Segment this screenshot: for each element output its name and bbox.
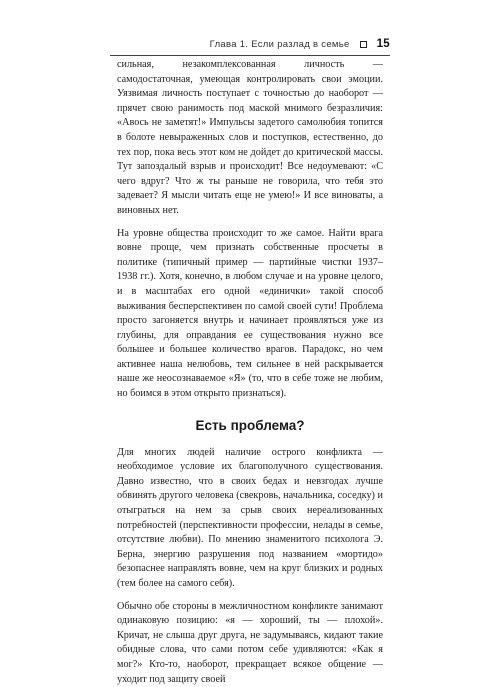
paragraph: Обычно обе стороны в межличностном конфликте занимают одинаковую позицию: «я — хороший, ты — плохой». Кричат, не слыша друг друга, не задумываясь, кидают такие обидные слова, что сами потом себе удивляются: «Как я мог?» Кто-то, наоборот, прекращает всякое общение — уходит под защиту своей xyxy=(117,600,383,685)
paragraph: На уровне общества происходит то же самое. Найти врага вовне проще, чем признать собственные просчеты в политике (типичный пример — партийные чистки 1937–1938 гг.). Хотя, конечно, в любом случае и на уровне целого, и в масштабах его одной «единички» такой способ выживания бесперспективен по самой своей сути! Проблема просто загоняется внутрь и начинает проявляться уже из глубины, для оправдания ее существования нужно все большее и большее количество врагов. Парадокс, но чем активнее наша нелюбовь, тем сильнее в ней раскрывается наше же неосознаваемое «Я» (то, что в себе тоже не любим, но боимся в этом открыто признаться). xyxy=(117,227,383,400)
page-content xyxy=(117,58,383,687)
square-marker-icon xyxy=(360,41,367,48)
section-heading: Есть проблема? xyxy=(195,417,305,433)
paragraph: Для многих людей наличие острого конфликта — необходимое условие их благополучного существования. Давно известно, что в своих бедах и невзгодах лучше обвинять другого человека (свекровь, начальника, соседку) и отыграться на нем за срыв своих нереализованных потребностей (перспективности профессии, нелады в семье, отсутствие любви). По мнению знаменитого психолога Э. Берна, энергию разрушения под названием «мортидо» безопаснее направлять вовне, чем на круг близких и родных (тем более на самого себя). xyxy=(117,446,383,589)
running-header xyxy=(110,36,390,52)
chapter-title: Глава 1. Если разлад в семье xyxy=(209,38,350,50)
header-rule xyxy=(110,55,390,56)
page-number: 15 xyxy=(376,38,390,50)
paragraph: сильная, незакомплексованная личность — самодостаточная, умеющая контролировать свои эмоции. Уязвимая личность поступает с точностью до наоборот — прячет свою ранимость под маской мнимого безразличия: «Авось не заметят!» Импульсы задетого самолюбия топится в болоте невыраженных слов и поступков, естественно, до тех пор, пока весь этот ком не дойдет до критической массы. Тут запоздалый взрыв и происходит! Все недоумевают: «С чего вдруг? Что ж ты раньше не говорила, что тебя это задевает? Я мысли читать еще не умею!» И все виноваты, а виновных нет. xyxy=(117,59,383,216)
